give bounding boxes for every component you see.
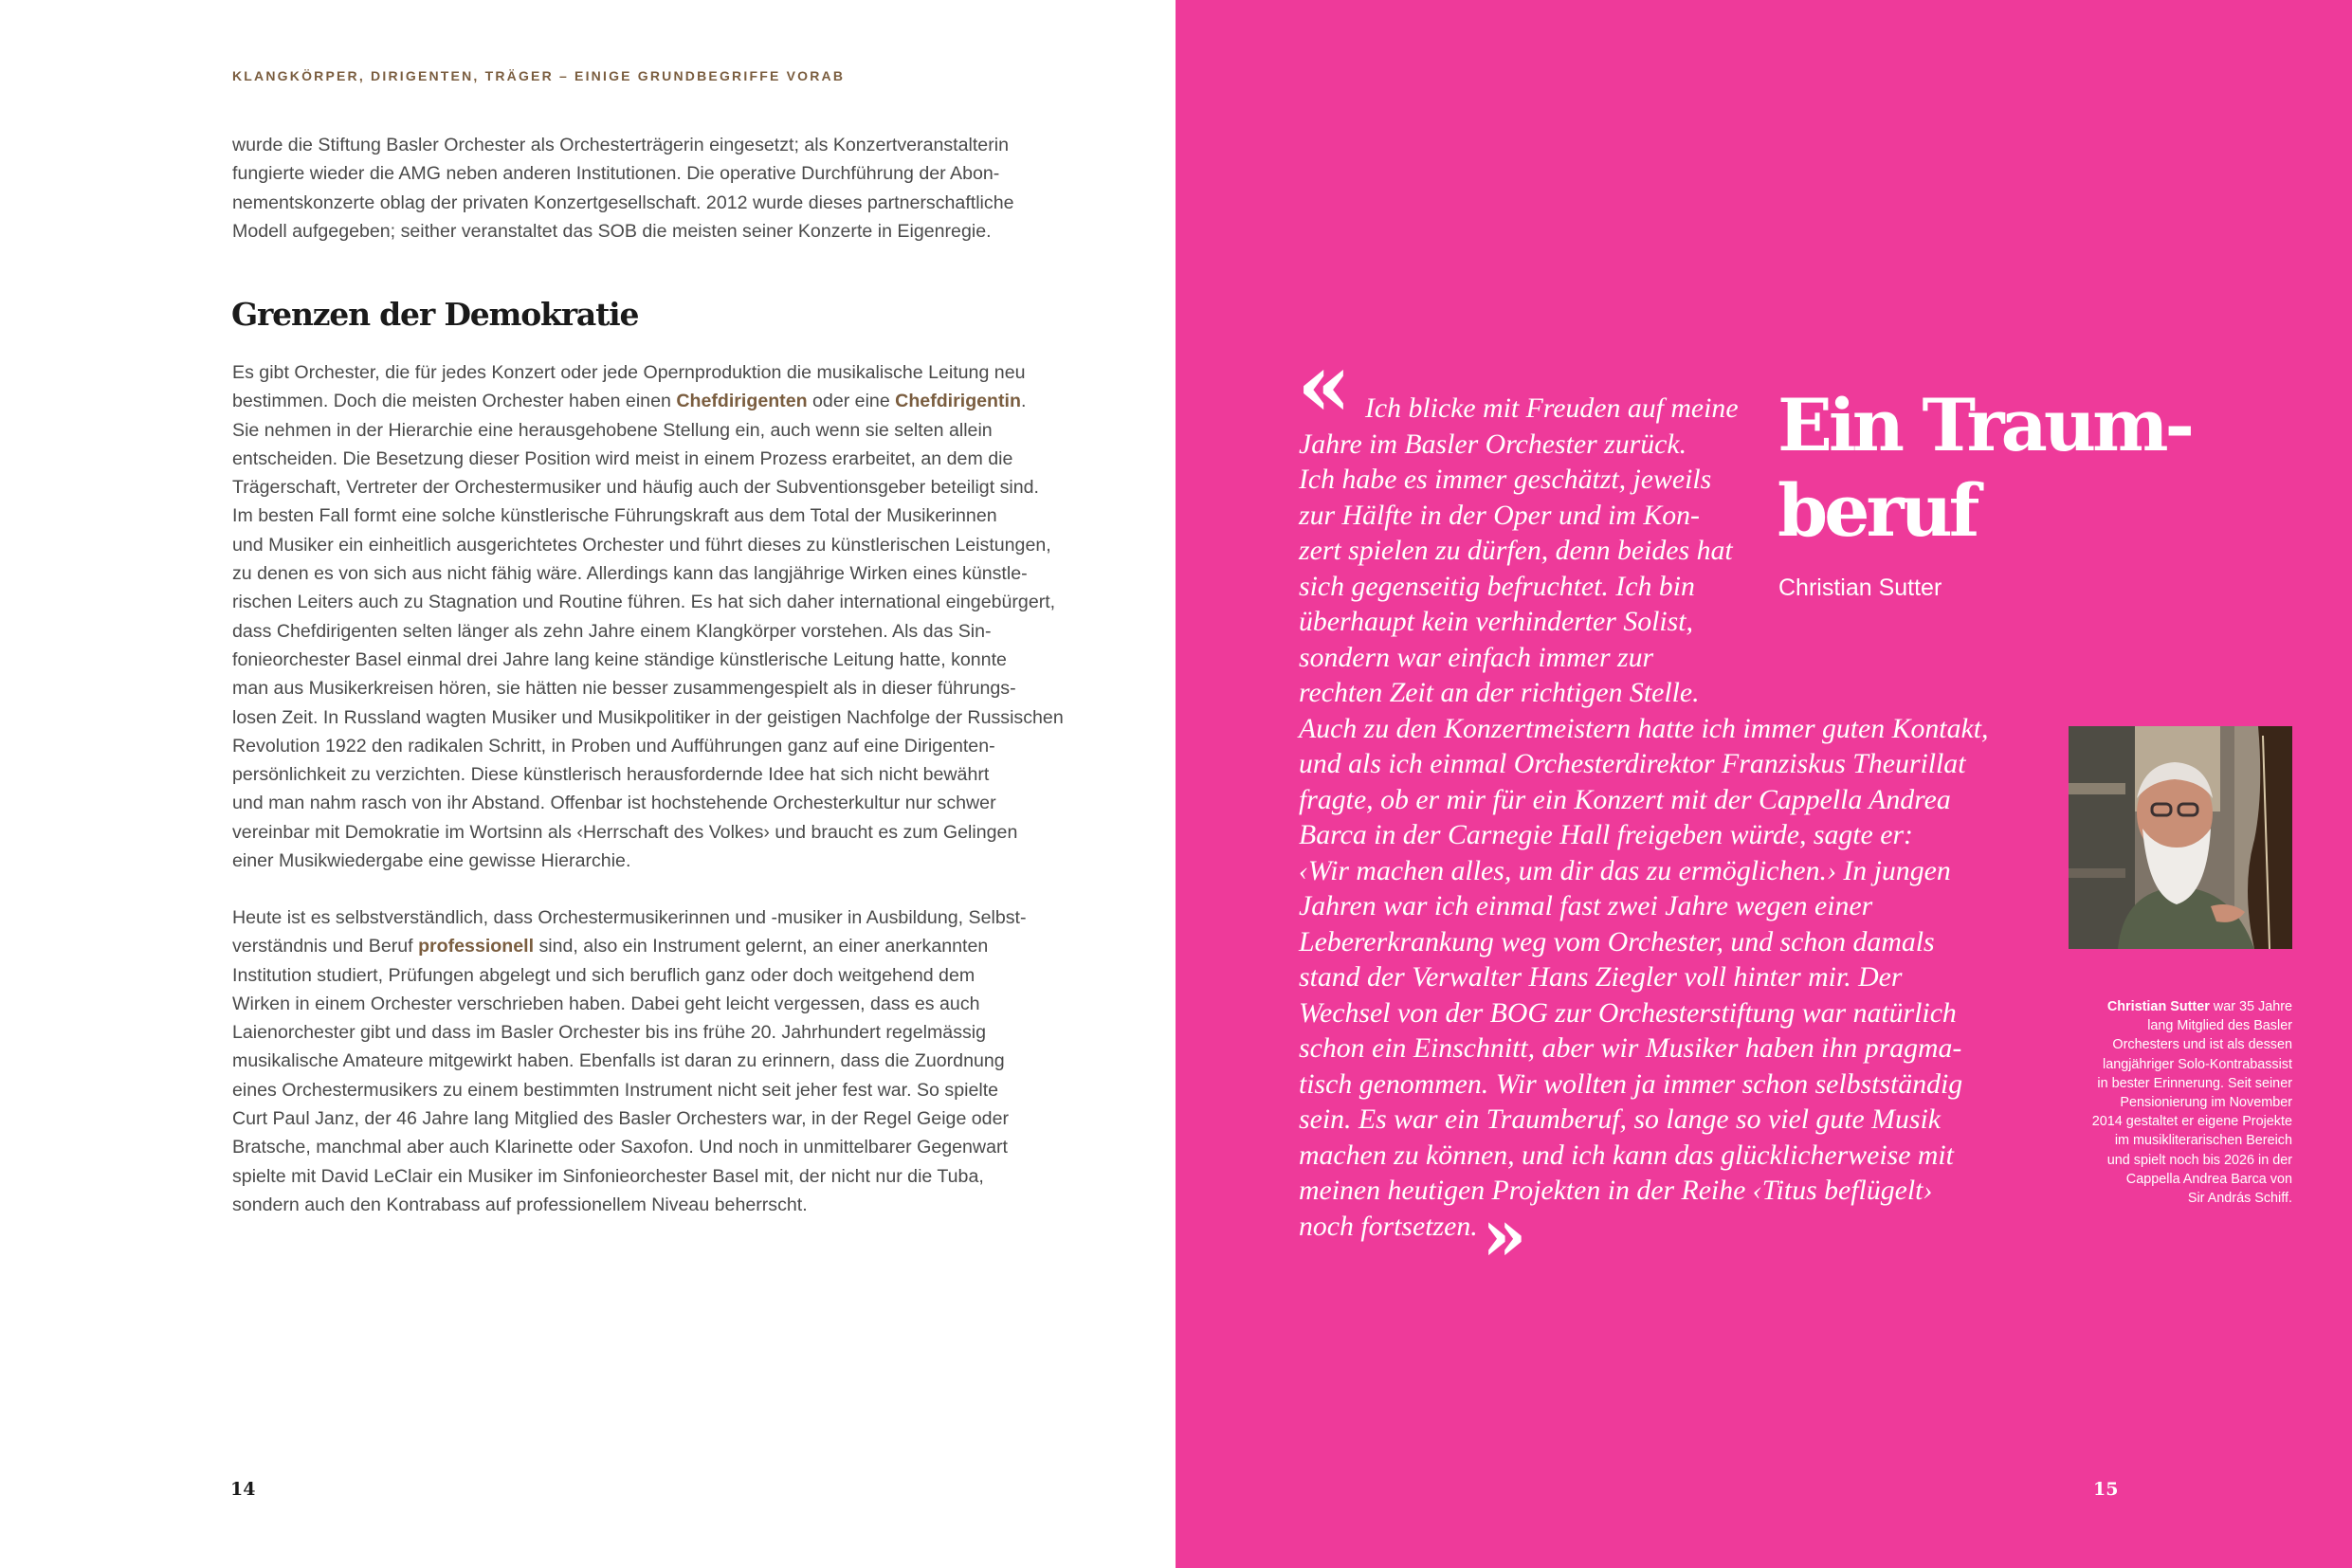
text-line: losen Zeit. In Russland wagten Musiker und Musikpolitiker in der geistigen Nachfolge der Russischen (232, 706, 1064, 728)
text-line: Curt Paul Janz, der 46 Jahre lang Mitglied des Basler Orchesters war, in der Regel Geige oder (232, 1108, 1009, 1130)
glossary-term-chefdirigenten[interactable]: Chefdirigenten (676, 391, 808, 412)
quote-line: noch fortsetzen. (1299, 1210, 1478, 1242)
caption-line: 2014 gestaltet er eigene Projekte (2091, 1114, 2292, 1130)
quote-line: schon ein Einschnitt, aber wir Musiker haben ihn pragma- (1299, 1032, 1962, 1064)
quote-line: überhaupt kein verhinderter Solist, (1299, 606, 1694, 637)
caption-line: und spielt noch bis 2026 in der (2106, 1152, 2292, 1168)
text-line: Es gibt Orchester, die für jedes Konzert oder jede Opernproduktion die musikalische Leitung neu (232, 362, 1026, 383)
quote-line: fragte, ob er mir für ein Konzert mit der Cappella Andrea (1299, 783, 1951, 815)
quote-line: ‹Wir machen alles, um dir das zu ermöglichen.› In jungen (1299, 854, 1951, 886)
caption-line: Pensionierung im November (2120, 1095, 2292, 1111)
glossary-term-chefdirigentin[interactable]: Chefdirigentin (895, 391, 1021, 412)
caption-line: Sir András Schiff. (2187, 1191, 2292, 1207)
quote-line: Jahre im Basler Orchester zurück. (1299, 428, 1687, 460)
feature-author: Christian Sutter (1778, 574, 1942, 601)
page-number-left: 14 (230, 1479, 256, 1500)
caption-line: im musikliterarischen Bereich (2114, 1133, 2292, 1149)
section-heading: Grenzen der Demokratie (231, 296, 639, 333)
title-line: beruf (1778, 468, 1977, 553)
text-line: Modell aufgegeben; seither veranstaltet das SOB die meisten seiner Konzerte in Eigenregie. (232, 220, 992, 242)
quote-line: machen zu können, und ich kann das glücklicherweise mit (1299, 1139, 1954, 1171)
text-line: spielte mit David LeClair ein Musiker im Sinfonieorchester Basel mit, der nicht nur die Tuba, (232, 1165, 984, 1187)
text-line: Wirken in einem Orchester verschrieben haben. Dabei geht leicht vergessen, dass es auch (232, 993, 980, 1014)
photo-portrait-bassist-icon (2069, 726, 2292, 949)
text-line: Bratsche, manchmal aber auch Klarinette oder Saxofon. Und noch in unmittelbarer Gegenwart (232, 1137, 1008, 1158)
portrait-photo (2069, 726, 2292, 949)
quote-line: Barca in der Carnegie Hall freigeben würde, sagte er: (1299, 819, 1913, 850)
caption-line: Cappella Andrea Barca von (2125, 1171, 2292, 1187)
photo-caption (2048, 997, 2292, 1208)
title-line: Ein Traum- (1778, 383, 2192, 467)
text-line: Revolution 1922 den radikalen Schritt, in Proben und Aufführungen ganz auf eine Dirigenten- (232, 735, 995, 757)
text-line: wurde die Stiftung Basler Orchester als Orchesterträgerin eingesetzt; als Konzertveranstalterin (232, 135, 1009, 155)
running-head: KLANGKÖRPER, DIRIGENTEN, TRÄGER – EINIGE GRUNDBEGRIFFE VORAB (232, 68, 846, 83)
glossary-term-professionell[interactable]: professionell (418, 936, 535, 957)
text-fragment: oder eine (807, 391, 896, 412)
quote-line: zur Hälfte in der Oper und im Kon- (1299, 499, 1700, 531)
quote-line: Ich habe es immer geschätzt, jeweils (1299, 464, 1712, 495)
text-fragment: war 35 Jahre (2209, 999, 2292, 1014)
text-line: fungierte wieder die AMG neben anderen Institutionen. Die operative Durchführung der Abon- (232, 163, 1000, 185)
text-line: man aus Musikerkreisen hören, sie hätten nie besser zusammengespielt als in dieser führungs- (232, 678, 1016, 700)
text-line: entscheiden. Die Besetzung dieser Position wird meist in einem Prozess erarbeitet, an dem die (232, 447, 1013, 469)
caption-name: Christian Sutter (2106, 999, 2210, 1014)
quote-line: sich gegenseitig befruchtet. Ich bin (1299, 570, 1695, 602)
text-line: und man nahm rasch von ihr Abstand. Offenbar ist hochstehende Orchesterkultur nur schwer (232, 793, 996, 814)
quote-line: Wechsel von der BOG zur Orchesterstiftung war natürlich (1299, 996, 1957, 1029)
text-line: musikalische Amateure mitgewirkt haben. Ebenfalls ist daran zu erinnern, dass die Zuordnung (232, 1050, 1005, 1072)
quote-line: rechten Zeit an der richtigen Stelle. (1299, 677, 1700, 708)
text-line: Sie nehmen in der Hierarchie eine herausgehobene Stellung ein, auch wenn sie selten allein (232, 419, 993, 441)
paragraph-leadership (232, 358, 1064, 875)
text-fragment: . (1020, 391, 1027, 412)
text-line (232, 932, 1026, 960)
quote-line: stand der Verwalter Hans Ziegler voll hinter mir. Der (1299, 961, 1903, 993)
text-line: zu denen es von sich aus nicht fähig wäre. Allerdings kann das langjährige Wirken eines künstle- (232, 563, 1028, 585)
text-fragment: bestimmen. Doch die meisten Orchester haben einen (232, 391, 677, 412)
quote-line: und als ich einmal Orchesterdirektor Franziskus Theurillat (1299, 748, 1966, 779)
quote-line: Lebererkrankung weg vom Orchester, und schon damals (1299, 925, 1935, 957)
quote-open-mark: « (1297, 334, 1352, 436)
text-line: persönlichkeit zu verzichten. Diese künstlerisch herausfordernde Idee hat sich nicht bewährt (232, 764, 990, 786)
caption-line: lang Mitglied des Basler (2147, 1018, 2292, 1034)
text-fragment: verständnis und Beruf (232, 936, 419, 957)
quote-line: sein. Es war ein Traumberuf, so lange so viel gute Musik (1299, 1103, 1942, 1135)
text-line: Laienorchester gibt und dass im Basler Orchester bis ins frühe 20. Jahrhundert regelmässig (232, 1022, 987, 1044)
page-number-right: 15 (2093, 1479, 2119, 1500)
quote-line: Ich blicke mit Freuden auf meine (1365, 392, 1739, 424)
text-line: Institution studiert, Prüfungen abgelegt und sich beruflich ganz oder doch weitgehend dem (232, 964, 975, 986)
intro-paragraph (232, 131, 1014, 246)
text-line: und Musiker ein einheitlich ausgerichtetes Orchester und führt dieses zu künstlerischen Leistungen, (232, 534, 1051, 556)
quote-line: meinen heutigen Projekten in der Reihe ‹Titus beflügelt› (1299, 1175, 1933, 1206)
feature-title (1778, 383, 2191, 554)
text-line: rischen Leiters auch zu Stagnation und Routine führen. Es hat sich daher international eingebürgert, (232, 592, 1056, 613)
quote-line: Auch zu den Konzertmeistern hatte ich immer guten Kontakt, (1299, 712, 1989, 744)
text-line: vereinbar mit Demokratie im Wortsinn als ‹Herrschaft des Volkes› und braucht es zum Gelingen (232, 821, 1018, 843)
quote-line: zert spielen zu dürfen, denn beides hat (1299, 535, 1733, 566)
text-line: sondern auch den Kontrabass auf professionellem Niveau beherrscht. (232, 1194, 808, 1215)
text-line: eines Orchestermusikers zu einem bestimmten Instrument nicht seit jeher fest war. So spielte (232, 1079, 999, 1101)
quote-line: Jahren war ich einmal fast zwei Jahre wegen einer (1299, 890, 1873, 921)
paragraph-professionalism (232, 903, 1026, 1219)
caption-line (2048, 997, 2292, 1016)
caption-line: in bester Erinnerung. Seit seiner (2097, 1075, 2292, 1091)
text-line: Heute ist es selbstverständlich, dass Orchestermusikerinnen und -musiker in Ausbildung, Selbst- (232, 907, 1027, 928)
text-line: dass Chefdirigenten selten länger als zehn Jahre einem Klangkörper vorstehen. Als das Sin- (232, 620, 992, 642)
quote-line: tisch genommen. Wir wollten ja immer schon selbstständig (1299, 1067, 1963, 1100)
caption-line: langjähriger Solo-Kontrabassist (2103, 1056, 2292, 1072)
text-line: einer Musikwiedergabe eine gewisse Hierarchie. (232, 850, 631, 872)
text-line: Trägerschaft, Vertreter der Orchestermusiker und häufig auch der Subventionsgeber beteiligt sind. (232, 477, 1039, 499)
quote-line: sondern war einfach immer zur (1299, 641, 1654, 673)
quote-close-mark: » (1482, 1193, 1527, 1277)
text-line: fonieorchester Basel einmal drei Jahre lang keine ständige künstlerische Leitung hatte, konnte (232, 648, 1007, 670)
text-fragment: sind, also ein Instrument gelernt, an einer anerkannten (534, 936, 989, 957)
text-line: Im besten Fall formt eine solche künstlerische Führungskraft aus dem Total der Musikerinnen (232, 505, 997, 527)
text-line (232, 387, 1064, 415)
caption-line: Orchesters und ist als dessen (2112, 1037, 2292, 1053)
text-line: nementskonzerte oblag der privaten Konzertgesellschaft. 2012 wurde dieses partnerschaftliche (232, 191, 1014, 213)
